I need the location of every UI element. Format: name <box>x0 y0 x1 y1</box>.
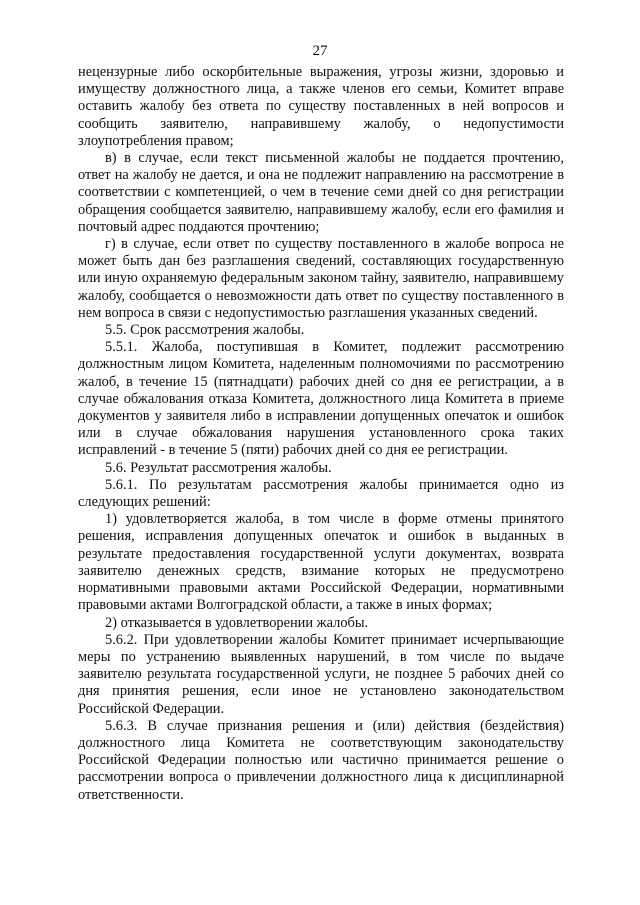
paragraph-continuation: нецензурные либо оскорбительные выражения, угрозы жизни, здоровью и имуществу должностного лица, а также членов его семьи, Комитет вправе оставить жалобу без ответа по существу поставленных в ней вопросов и сообщить заявителю, направившему жалобу, о недопустимости злоупотребления правом; <box>78 64 564 149</box>
section-heading-5-6: 5.6. Результат рассмотрения жалобы. <box>105 459 332 476</box>
paragraph-decision-2: 2) отказывается в удовлетворении жалобы. <box>105 614 369 631</box>
document-body <box>78 64 564 804</box>
paragraph-5-6-1: 5.6.1. По результатам рассмотрения жалобы принимается одно из следующих решений: <box>78 476 564 511</box>
paragraph-item-g: г) в случае, если ответ по существу поставленного в жалобе вопроса не может быть дан без разглашения сведений, составляющих государственную или иную охраняемую федеральным законом тайну, заявителю, направившему жалобу, сообщается о невозможности дать ответ по существу поставленного в нем вопроса в связи с недопустимостью разглашения указанных сведений. <box>78 236 564 321</box>
paragraph-5-6-3: 5.6.3. В случае признания решения и (или) действия (бездействия) должностного лица Комитета не соответствующим законодательству Российской Федерации полностью или частично принимается решение о рассмотрении вопроса о привлечении должностного лица к дисциплинарной ответственности. <box>78 717 564 803</box>
paragraph-item-v: в) в случае, если текст письменной жалобы не поддается прочтению, ответ на жалобу не дается, и она не подлежит направлению на рассмотрение в соответствии с компетенцией, о чем в течение семи дней со дня регистрации обращения сообщается заявителю, направившему жалобу, если его фамилия и почтовый адрес поддаются прочтению; <box>78 150 564 235</box>
paragraph-decision-1: 1) удовлетворяется жалоба, в том числе в форме отмены принятого решения, исправления допущенных опечаток и ошибок в выданных в результате предоставления государственной услуги документах, возврата заявителю денежных средств, взимание которых не предусмотрено нормативными правовыми актами Российской Федерации, нормативными правовыми актами Волгоградской области, а также в иных формах; <box>78 511 564 614</box>
page-number: 27 <box>312 43 328 59</box>
paragraph-5-5-1: 5.5.1. Жалоба, поступившая в Комитет, подлежит рассмотрению должностным лицом Комитета, наделенным полномочиями по рассмотрению жалоб, в течение 15 (пятнадцати) рабочих дней со дня ее регистрации, а в случае обжалования отказа Комитета, должностного лица Комитета в приеме документов у заявителя либо в исправлении допущенных опечаток и ошибок или в случае обжалования нарушения установленного срока таких исправлений - в течение 5 (пяти) рабочих дней со дня ее регистрации. <box>78 339 564 459</box>
paragraph-5-6-2: 5.6.2. При удовлетворении жалобы Комитет принимает исчерпывающие меры по устранению выявленных нарушений, в том числе по выдаче заявителю результата государственной услуги, не позднее 5 рабочих дней со дня принятия решения, если иное не установлено законодательством Российской Федерации. <box>78 631 564 717</box>
section-heading-5-5: 5.5. Срок рассмотрения жалобы. <box>105 322 305 339</box>
